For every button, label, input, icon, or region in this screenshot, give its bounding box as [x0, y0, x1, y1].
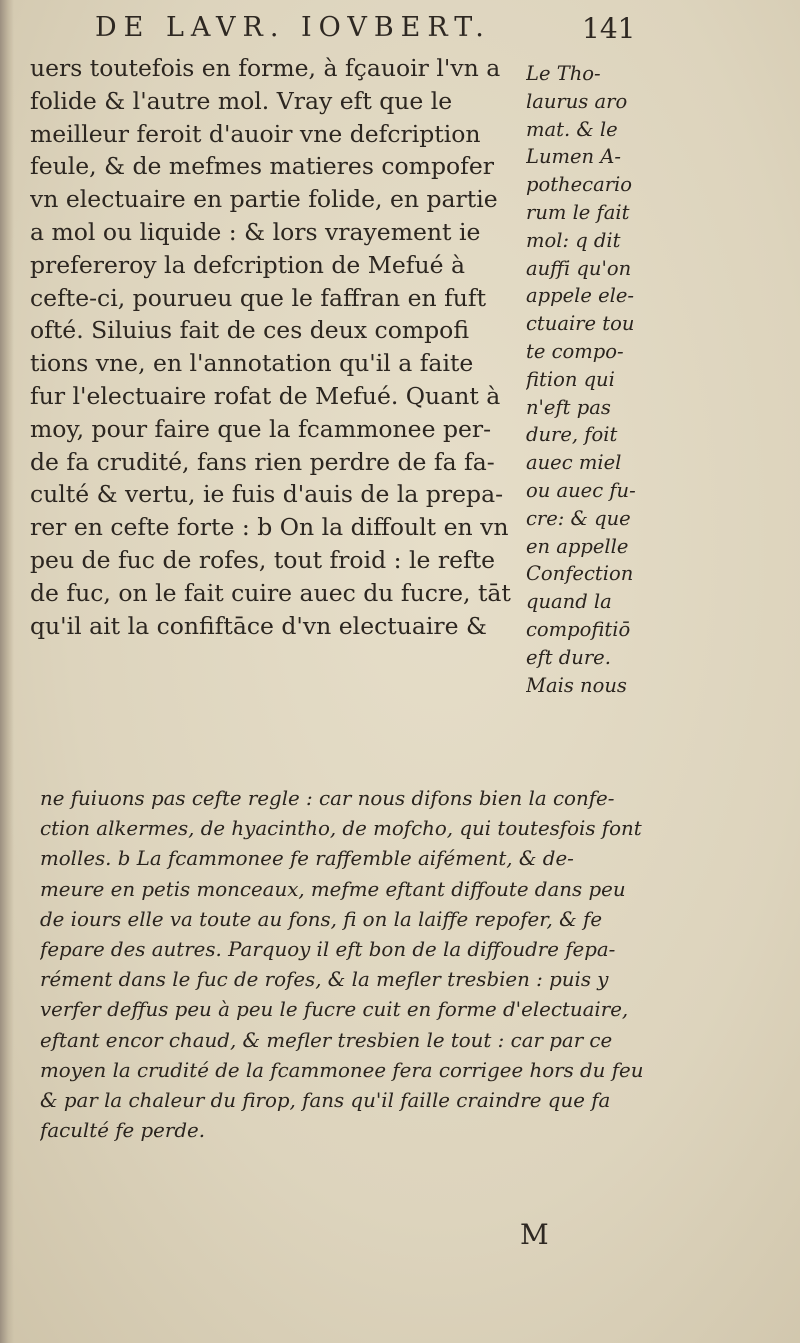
margin-note-line: compofitiō	[526, 617, 631, 641]
main-text-line: fur l'electuaire rofat de Mefué. Quant à	[30, 381, 501, 410]
footnote-block	[40, 784, 785, 1146]
main-text-line: de fa crudité, fans rien perdre de fa fa-	[30, 447, 495, 476]
margin-note-line: pothecario	[526, 173, 633, 197]
main-text-line: peu de fuc de rofes, tout froid : le refte	[30, 545, 496, 574]
margin-note-line: cre: & que	[526, 506, 631, 530]
margin-note-line: appele ele-	[526, 284, 635, 308]
footnote-line: verfer deffus peu à peu le fucre cuit en forme d'electuaire,	[40, 998, 629, 1022]
margin-note-line: Confection	[526, 562, 634, 586]
footnote-line: faculté fe perde.	[40, 1119, 206, 1143]
main-text-line: de fuc, on le fait cuire auec du fucre, tāt	[30, 578, 511, 607]
margin-note-line: Le Tho-	[526, 62, 601, 85]
margin-note-line: fition qui	[526, 367, 615, 391]
footnote-line: meure en petis monceaux, mefme eftant diffoute dans peu	[40, 877, 626, 901]
main-text-line: qu'il ait la confiftāce d'vn electuaire &	[30, 611, 487, 640]
footnote-line: & par la chaleur du firop, fans qu'il faille craindre que fa	[40, 1088, 611, 1112]
main-text-line: meilleur feroit d'auoir vne defcription	[30, 119, 481, 148]
main-text-line: culté & vertu, ie fuis d'auis de la prepa-	[30, 480, 504, 509]
running-title: DE LAVR. IOVBERT.	[95, 12, 491, 43]
main-text-line: rer en cefte forte : b On la diffoult en vn	[30, 513, 509, 542]
margin-note-line: auffi qu'on	[526, 256, 632, 280]
catchword: M	[520, 1218, 549, 1251]
footnote-line: fepare des autres. Parquoy il eft bon de la diffoudre fepa-	[40, 937, 616, 961]
main-text-block	[30, 52, 550, 642]
page-header	[0, 12, 800, 48]
main-text-line: feule, & de mefmes matieres compofer	[30, 152, 494, 181]
margin-note-line: laurus aro	[526, 89, 628, 113]
footnote-line: eftant encor chaud, & mefler tresbien le tout : car par ce	[40, 1028, 613, 1052]
footnote-line: rément dans le fuc de rofes, & la mefler tresbien : puis y	[40, 968, 609, 992]
footnote-line: moyen la crudité de la fcammonee fera corrigee hors du feu	[40, 1058, 644, 1082]
footnote-line: ne fuiuons pas cefte regle : car nous difons bien la confe-	[40, 787, 615, 810]
main-text-line: prefereroy la defcription de Mefué à	[30, 250, 465, 279]
margin-note-line: mol: q dit	[526, 228, 621, 252]
page-number: 141	[582, 12, 636, 45]
footnote-line: ction alkermes, de hyacintho, de mofcho, qui toutesfois font	[40, 817, 642, 841]
margin-note-line: dure, foit	[526, 423, 618, 447]
main-text-line: a mol ou liquide : & lors vrayement ie	[30, 217, 481, 246]
margin-note-line: auec miel	[526, 451, 622, 475]
footnote-line: molles. b La fcammonee fe raffemble aifément, & de-	[40, 847, 574, 871]
margin-note-line: Lumen A-	[526, 145, 621, 169]
margin-note-line: ctuaire tou	[526, 312, 635, 336]
binding-gutter	[0, 0, 14, 1343]
margin-note	[526, 60, 794, 699]
margin-note-line: quand la	[526, 590, 612, 614]
margin-note-line: rum le fait	[526, 200, 630, 224]
margin-note-line: en appelle	[526, 534, 629, 558]
main-text-line: vn electuaire en partie folide, en partie	[30, 185, 498, 214]
main-text-line: moy, pour faire que la fcammonee per-	[30, 414, 492, 443]
footnote-line: de iours elle va toute au fons, fi on la laiffe repofer, & fe	[40, 907, 603, 931]
margin-note-line: Mais nous	[526, 673, 627, 697]
main-text-line: tions vne, en l'annotation qu'il a faite	[30, 349, 474, 378]
margin-note-line: mat. & le	[526, 117, 618, 141]
main-text-line: uers toutefois en forme, à fçauoir l'vn a	[30, 54, 501, 82]
margin-note-line: te compo-	[526, 339, 624, 363]
margin-note-line: n'eft pas	[526, 395, 611, 419]
main-text-line: cefte-ci, pourueu que le faffran en fuft	[30, 283, 487, 312]
margin-note-line: ou auec fu-	[526, 478, 636, 502]
main-text-line: ofté. Siluius fait de ces deux compofi	[30, 316, 470, 345]
margin-note-line: eft dure.	[526, 645, 611, 669]
main-text-line: folide & l'autre mol. Vray eft que le	[30, 86, 453, 115]
